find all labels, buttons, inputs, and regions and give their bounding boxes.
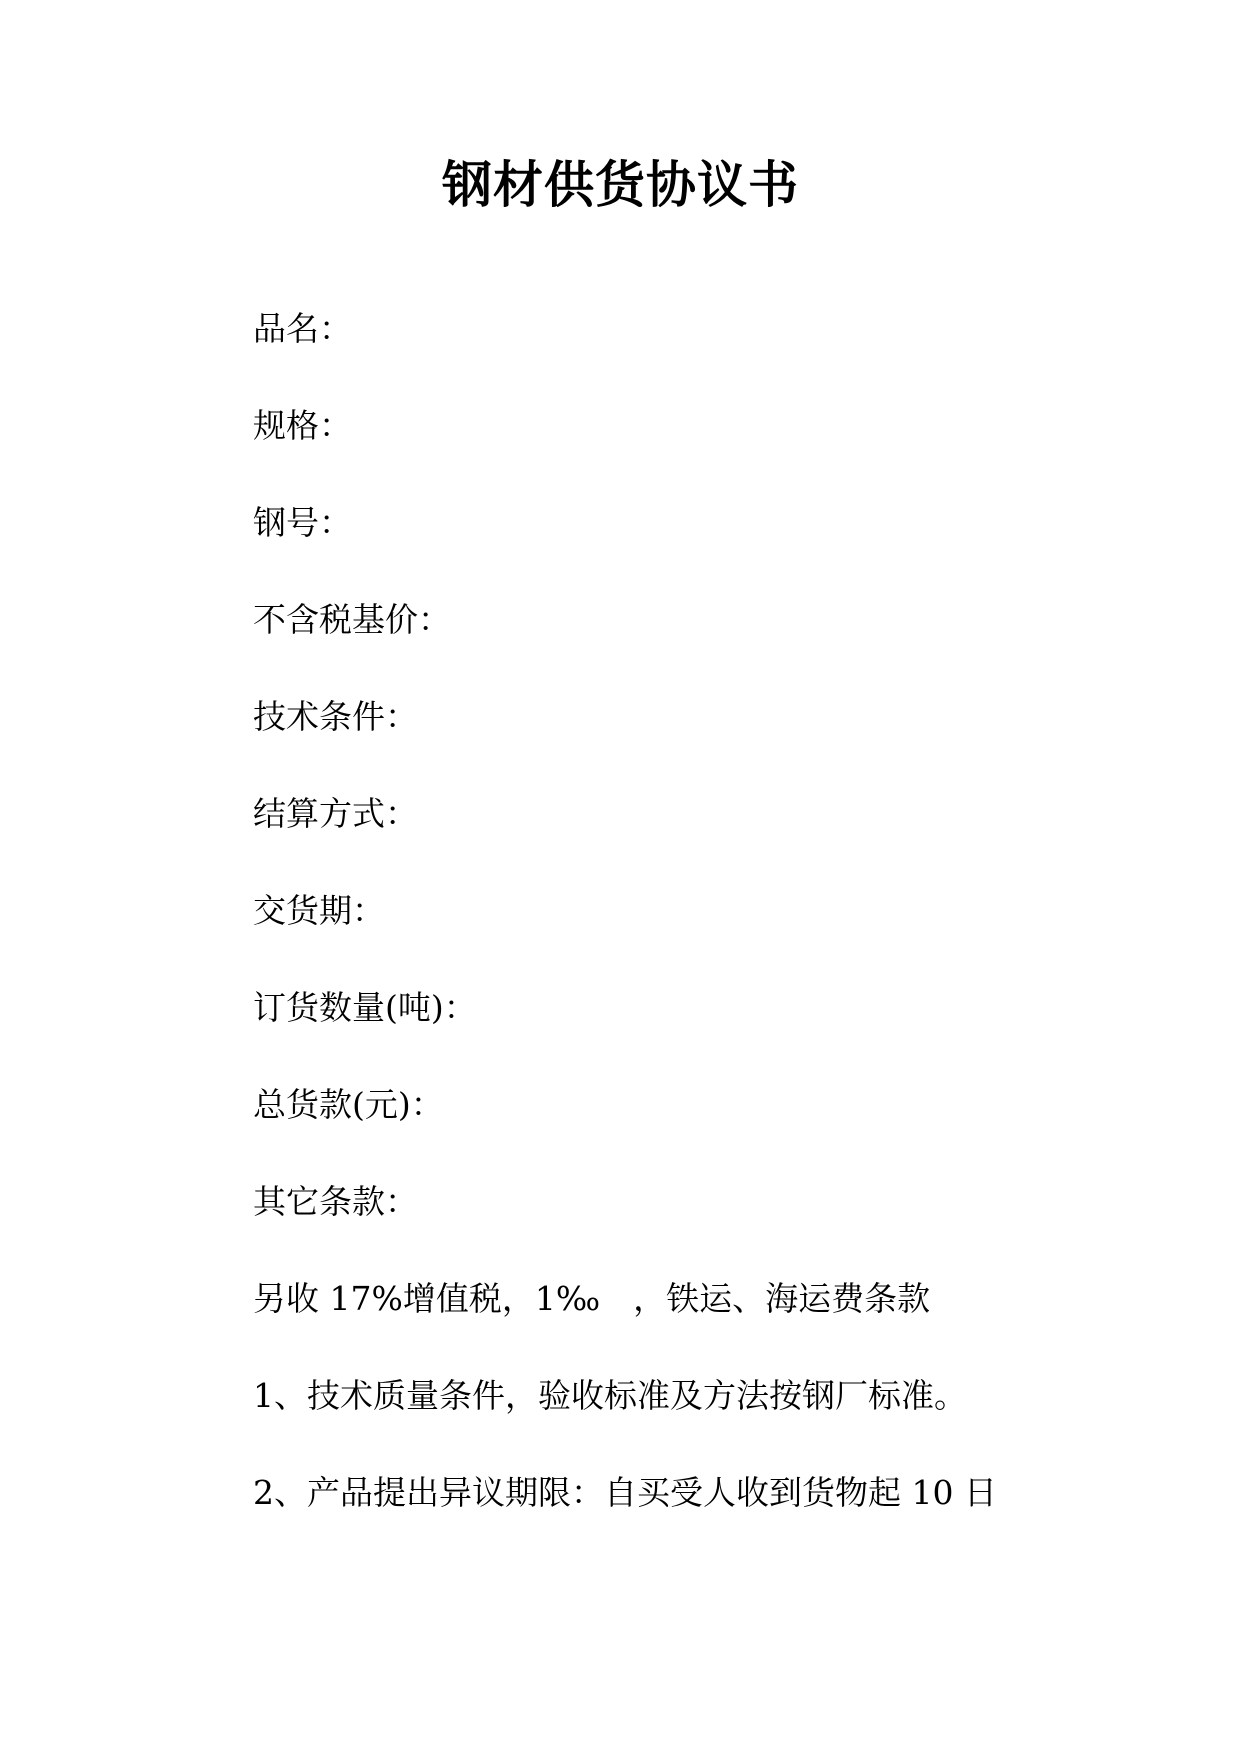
field-product-name: 品名： bbox=[253, 309, 352, 348]
field-base-price: 不含税基价： bbox=[253, 600, 451, 639]
field-total-payment: 总货款(元)： bbox=[253, 1085, 444, 1124]
field-technical-terms: 技术条件： bbox=[253, 697, 418, 736]
clause-2-objection: 2、产品提出异议期限：自买受人收到货物起 10 日 bbox=[253, 1473, 997, 1512]
clause-1-quality: 1、技术质量条件，验收标准及方法按钢厂标准。 bbox=[253, 1376, 967, 1415]
clause-tax-freight: 另收 17%增值税，1‰ ，铁运、海运费条款 bbox=[253, 1279, 931, 1318]
field-order-quantity: 订货数量(吨)： bbox=[253, 988, 477, 1027]
document-title: 钢材供货协议书 bbox=[442, 156, 799, 214]
field-other-terms: 其它条款： bbox=[253, 1182, 418, 1221]
field-specification: 规格： bbox=[253, 406, 352, 445]
field-settlement-method: 结算方式： bbox=[253, 794, 418, 833]
field-delivery-date: 交货期： bbox=[253, 891, 385, 930]
field-steel-grade: 钢号： bbox=[253, 503, 352, 542]
